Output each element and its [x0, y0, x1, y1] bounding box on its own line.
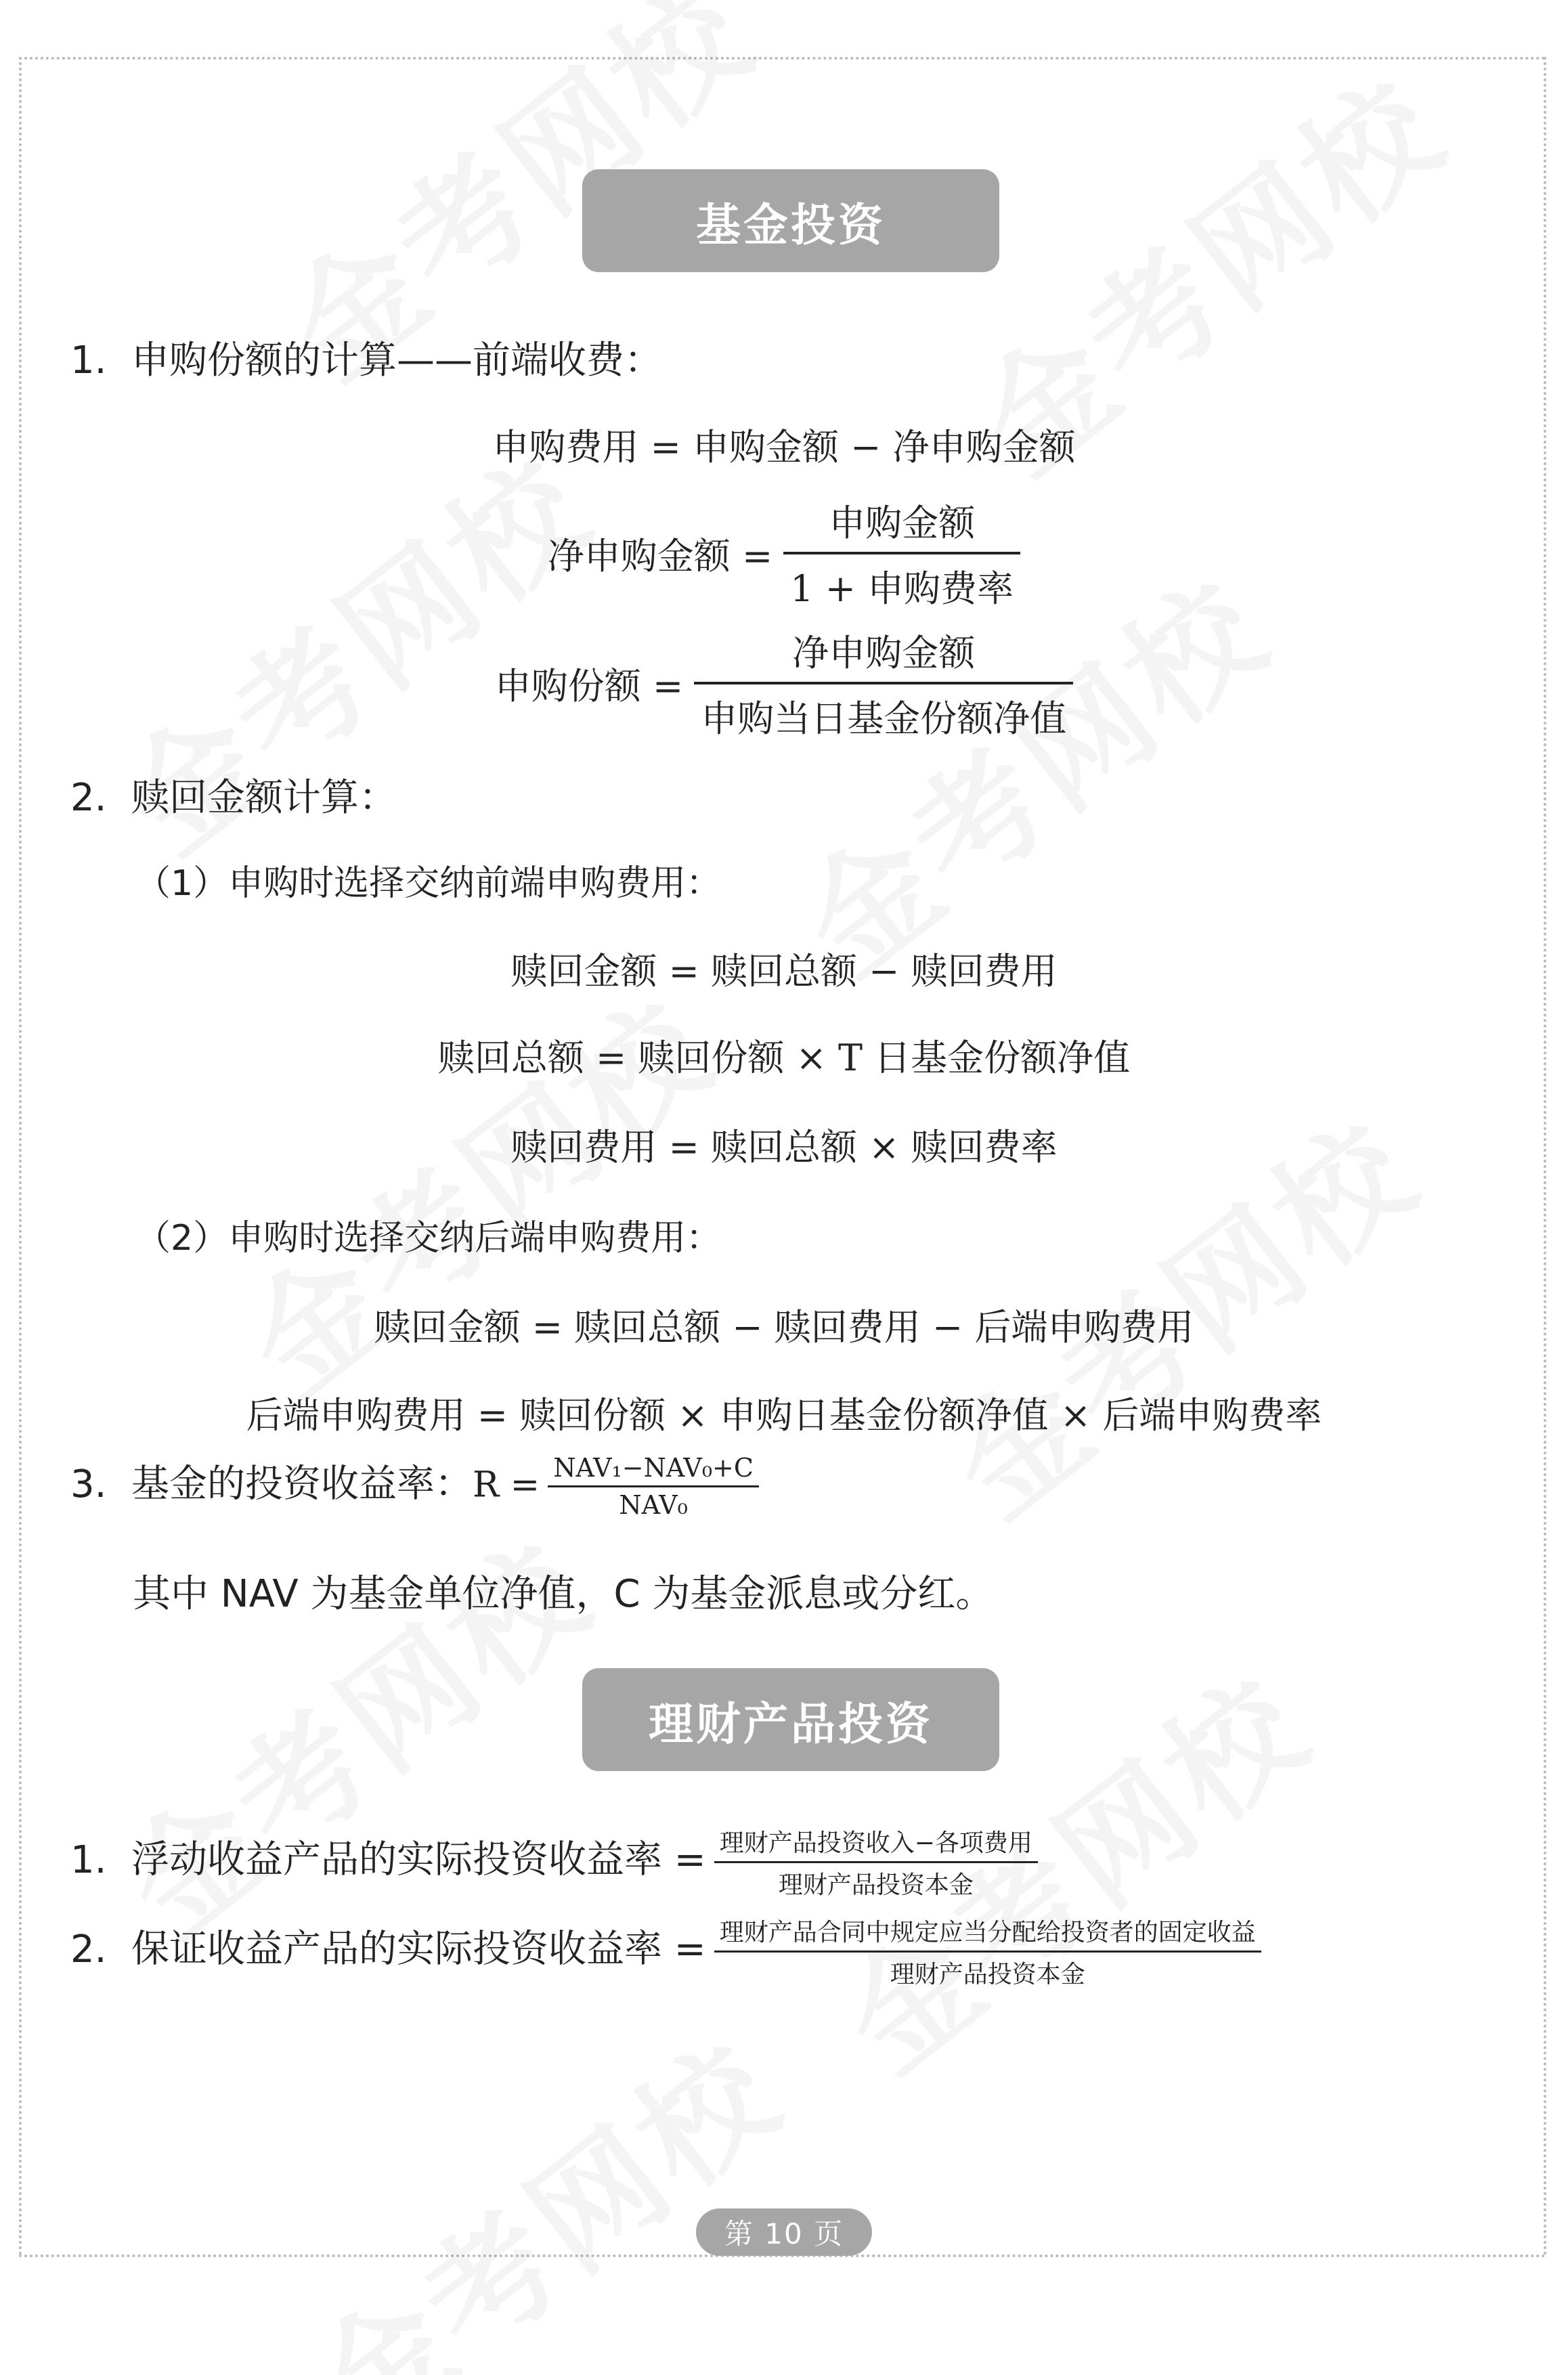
note-text: 其中 NAV 为基金单位净值，C 为基金派息或分红。: [133, 1572, 994, 1616]
formula-lhs: R =: [473, 1464, 540, 1506]
fraction: [783, 494, 1020, 612]
item-number: 1.: [70, 1837, 107, 1882]
item-text: 保证收益产品的实际投资收益率 =: [131, 1927, 706, 1971]
item-text: 基金的投资收益率：: [131, 1462, 473, 1506]
sub-item: （2）申购时选择交纳后端申购费用：: [135, 1218, 722, 1259]
formula-redemption-total: 赎回总额 = 赎回份额 × T 日基金份额净值: [437, 1037, 1131, 1079]
formula-lhs: 净申购金额 =: [547, 534, 773, 578]
section-title-fund: 基金投资: [582, 169, 999, 272]
fraction-numerator: 申购金额: [829, 502, 976, 544]
fraction: [714, 1913, 1261, 1990]
page-number-badge: 第 10 页: [696, 2208, 872, 2256]
formula-redemption-amount: 赎回金额 = 赎回总额 − 赎回费用: [510, 950, 1058, 993]
list-item: [70, 330, 662, 385]
fraction-denominator: 理财产品投资本金: [778, 1871, 974, 1899]
fraction-numerator: 理财产品合同中规定应当分配给投资者的固定收益: [719, 1919, 1256, 1946]
fraction: [714, 1824, 1038, 1900]
formula-net-subscription: [0, 494, 1568, 612]
list-item: [70, 768, 397, 822]
item-text: 浮动收益产品的实际投资收益率 =: [131, 1837, 706, 1882]
list-item: [70, 1453, 759, 1520]
item-number: 2.: [70, 1927, 107, 1971]
list-item: [70, 1913, 1261, 1990]
formula-backend-fee: 后端申购费用 = 赎回份额 × 申购日基金份额净值 × 后端申购费率: [246, 1394, 1322, 1437]
formula-lhs: 申购份额 =: [494, 664, 684, 707]
item-number: 1.: [70, 339, 107, 383]
fraction-denominator: NAV₀: [619, 1490, 688, 1520]
sub-item: （1）申购时选择交纳前端申购费用：: [135, 863, 722, 904]
fraction-denominator: 申购当日基金份额净值: [701, 697, 1067, 740]
fraction-numerator: 净申购金额: [792, 632, 976, 674]
list-item: [70, 1824, 1038, 1900]
formula-redemption-amount-backend: 赎回金额 = 赎回总额 − 赎回费用 − 后端申购费用: [374, 1306, 1194, 1349]
fraction-numerator: NAV₁−NAV₀+C: [553, 1453, 754, 1483]
formula-subscription-shares: [0, 624, 1568, 742]
item-text: 申购份额的计算——前端收费：: [131, 339, 662, 383]
formula-subscription-fee: 申购费用 = 申购金额 − 净申购金额: [492, 426, 1076, 469]
fraction-numerator: 理财产品投资收入−各项费用: [719, 1829, 1032, 1857]
section-title-wealth: 理财产品投资: [582, 1668, 999, 1771]
item-number: 3.: [70, 1462, 107, 1506]
fraction-denominator: 理财产品投资本金: [890, 1961, 1085, 1988]
fraction: [548, 1453, 759, 1520]
item-number: 2.: [70, 776, 107, 820]
fraction: [694, 624, 1073, 742]
fraction-denominator: 1 + 申购费率: [790, 567, 1014, 610]
item-text: 赎回金额计算：: [131, 776, 397, 820]
formula-redemption-fee: 赎回费用 = 赎回总额 × 赎回费率: [510, 1126, 1058, 1169]
